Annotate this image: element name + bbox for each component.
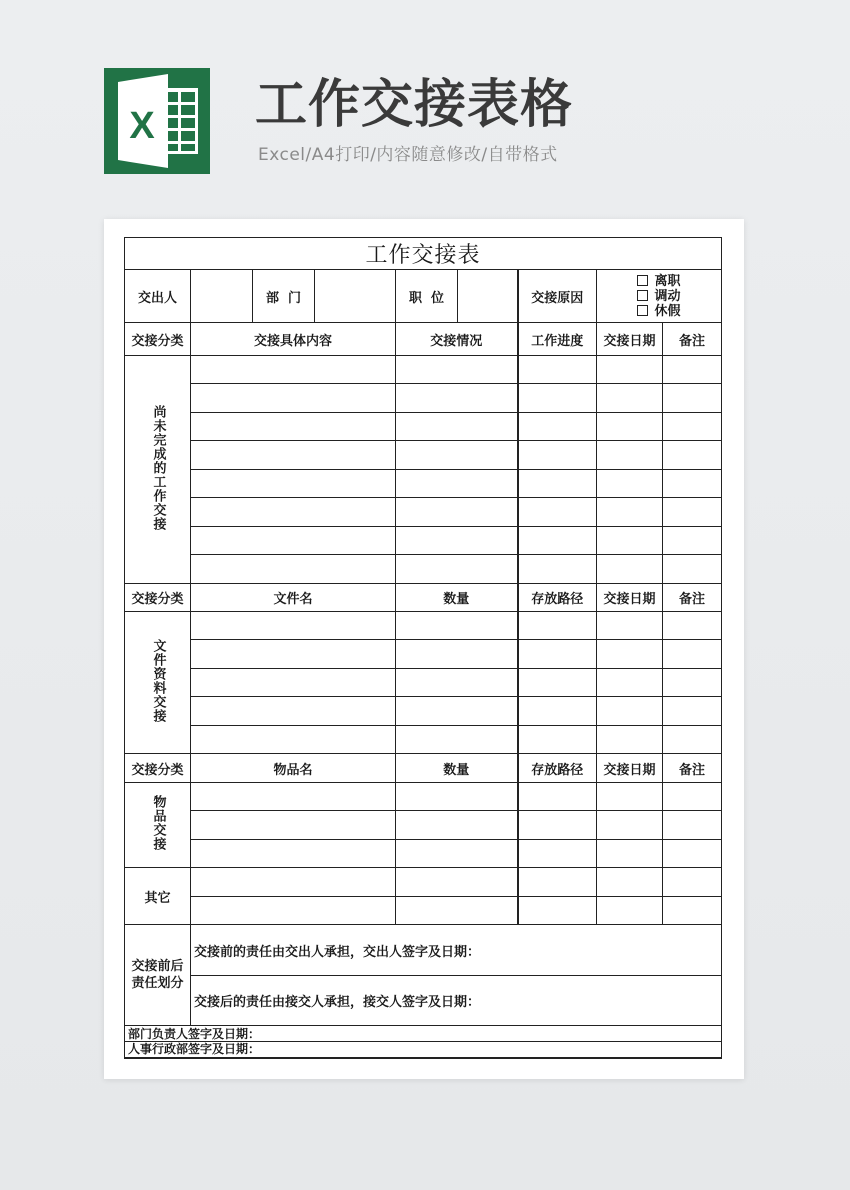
header-status: 交接情况	[396, 323, 518, 356]
dept-head-signature[interactable]: 部门负责人签字及日期：	[125, 1026, 722, 1042]
header-date: 交接日期	[597, 584, 663, 612]
header-date: 交接日期	[597, 754, 663, 783]
header-itemname: 物品名	[191, 754, 396, 783]
table-row	[125, 527, 722, 555]
section1-category: 尚未完成的工作交接	[125, 356, 191, 584]
section2-header-row	[125, 584, 722, 612]
table-row	[125, 697, 722, 726]
reason-options	[597, 270, 722, 323]
header-remark: 备注	[663, 584, 722, 612]
reason-option-leave: 休假	[637, 304, 680, 319]
page-title: 工作交接表格	[255, 75, 574, 135]
form-title-row	[125, 238, 722, 270]
dept-head-row	[125, 1026, 722, 1042]
table-row	[125, 470, 722, 498]
table-row	[125, 868, 722, 897]
excel-letter: X	[129, 105, 155, 147]
header-progress: 工作进度	[518, 323, 597, 356]
handover-person-label: 交出人	[125, 270, 191, 323]
table-row	[125, 356, 722, 384]
header-content: 交接具体内容	[191, 323, 396, 356]
position-value[interactable]	[458, 270, 518, 323]
header-filename: 文件名	[191, 584, 396, 612]
excel-icon	[104, 68, 210, 174]
table-row	[125, 612, 722, 640]
table-row	[125, 897, 722, 925]
header-category: 交接分类	[125, 754, 191, 783]
page-subtitle: Excel/A4打印/内容随意修改/自带格式	[258, 145, 558, 165]
section1-header-row	[125, 323, 722, 356]
header-quantity: 数量	[396, 754, 518, 783]
table-row	[125, 783, 722, 811]
responsibility-label: 交接前后责任划分	[125, 925, 191, 1026]
department-value[interactable]	[315, 270, 396, 323]
responsibility-before[interactable]: 交接前的责任由交出人承担，交出人签字及日期：	[191, 925, 722, 976]
table-row	[125, 726, 722, 754]
form-title: 工作交接表	[125, 238, 722, 270]
table-row	[125, 384, 722, 413]
handover-person-value[interactable]	[191, 270, 253, 323]
reason-label: 交接原因	[518, 270, 597, 323]
header-path: 存放路径	[518, 754, 597, 783]
hr-admin-row	[125, 1042, 722, 1058]
checkbox-icon[interactable]	[637, 290, 648, 301]
table-row	[125, 555, 722, 584]
department-label: 部 门	[253, 270, 315, 323]
table-row	[125, 640, 722, 669]
hr-admin-signature[interactable]: 人事行政部签字及日期：	[125, 1042, 722, 1058]
reason-option-transfer: 调动	[637, 289, 680, 304]
position-label: 职 位	[396, 270, 458, 323]
section2-category: 文件资料交接	[125, 612, 191, 754]
checkbox-icon[interactable]	[637, 305, 648, 316]
header-quantity: 数量	[396, 584, 518, 612]
responsibility-after-row	[125, 976, 722, 1026]
table-row	[125, 840, 722, 868]
section3-header-row	[125, 754, 722, 783]
header-remark: 备注	[663, 754, 722, 783]
info-row	[125, 270, 722, 323]
table-row	[125, 498, 722, 527]
responsibility-before-row	[125, 925, 722, 976]
handover-form-table	[124, 237, 722, 1059]
header-category: 交接分类	[125, 584, 191, 612]
table-row	[125, 413, 722, 441]
header-date: 交接日期	[597, 323, 663, 356]
table-row	[125, 669, 722, 697]
other-label: 其它	[125, 868, 191, 925]
checkbox-icon[interactable]	[637, 275, 648, 286]
header-path: 存放路径	[518, 584, 597, 612]
section3-category: 物品交接	[125, 783, 191, 868]
reason-option-resign: 离职	[637, 274, 680, 289]
table-row	[125, 811, 722, 840]
table-row	[125, 441, 722, 470]
responsibility-after[interactable]: 交接后的责任由接交人承担，接交人签字及日期：	[191, 976, 722, 1026]
header-remark: 备注	[663, 323, 722, 356]
header-category: 交接分类	[125, 323, 191, 356]
